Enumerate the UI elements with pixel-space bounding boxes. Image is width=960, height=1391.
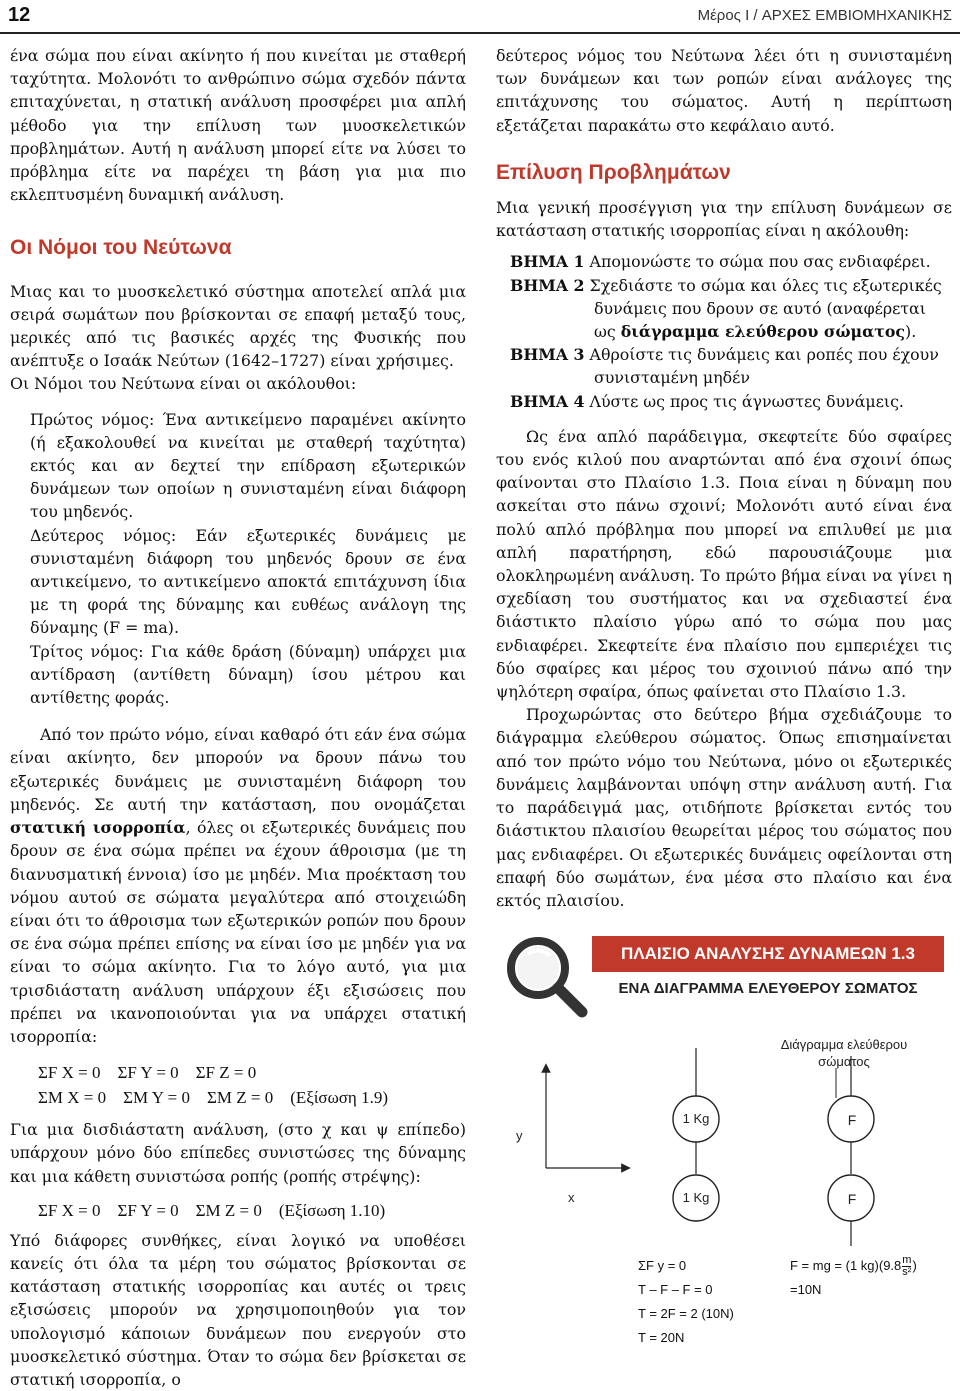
header-rule bbox=[0, 32, 960, 34]
step-4-text: Λύστε ως προς τις άγνωστες δυνάμεις. bbox=[589, 391, 904, 411]
step-1-text: Απομονώστε το σώμα που σας ενδιαφέρει. bbox=[589, 252, 931, 272]
eq-line-4: T = 20N bbox=[638, 1330, 685, 1345]
equation-1-9-forces: ΣF X = 0 ΣF Y = 0 ΣF Z = 0 bbox=[38, 1063, 257, 1083]
step-2-text: Σχεδιάστε το σώμα και όλες τις εξωτερικές δυνάμεις που δρουν σε αυτό (αναφέρεται ως bbox=[589, 275, 942, 342]
step-2 bbox=[496, 274, 952, 344]
unit-denominator: s² bbox=[902, 1266, 912, 1279]
equation-1-9-moments: ΣM X = 0 ΣM Y = 0 ΣM Z = 0 (Εξίσωση 1.9) bbox=[38, 1088, 388, 1108]
weight-eq-line-1 bbox=[790, 1254, 917, 1278]
equilibrium-equations bbox=[638, 1254, 734, 1350]
axis-x-label: x bbox=[568, 1190, 575, 1205]
problem-solving-lead: Μια γενική προσέγγιση για την επίλυση δυνάμεων σε κατάσταση στατικής ισορροπίας είναι η ακόλουθη: bbox=[496, 198, 952, 241]
mass-top-label: 1 Kg bbox=[682, 1111, 710, 1126]
step-3 bbox=[496, 343, 952, 389]
static-eq-text-a: Από τον πρώτο νόμο, είναι καθαρό ότι εάν ένα σώμα είναι ακίνητο, δεν μπορούν να δρουν πάνω του εξωτερικές δυνάμεις με συνισταμένη διάφορη του μηδενός. Σε αυτή την κατάσταση, που ονομάζεται bbox=[10, 725, 466, 814]
weight-eq-text: F = mg = (1 kg)(9.8 bbox=[790, 1258, 902, 1273]
step-2-term: διάγραμμα ελεύθερου σώματος bbox=[620, 322, 906, 342]
step-2-label: ΒΗΜΑ 2 bbox=[510, 275, 585, 295]
example-paragraph: Ως ένα απλό παράδειγμα, σκεφτείτε δύο σφαίρες του ενός κιλού που αναρτώνται από ένα σχοινί όπως φαίνονται στο Πλαίσιο 1.3. Ποια είναι η δύναμη που ασκείται στο πάνω σχοινί; Μολονότι αυτό είναι ένα πολύ απλό πρόβλημα που μπορεί να επιλυθεί με μια απλή παρατήρηση, εδώ παρουσιάζουμε μια ολοκληρωμένη ανάλυση. Το πρώτο βήμα είναι να γίνει η σχεδίαση του συστήματος και να σχεδιαστεί ένα διάστικτο πλαίσιο γύρω από το σώμα που μας ενδιαφέρει. Σκεφτείτε ένα πλαίσιο που εμπεριέχει τις δύο σφαίρες και μέρος του σχοινιού πάνω από την ψηλότερη σφαίρα, όπως φαίνεται στο Πλαίσιο 1.3. bbox=[496, 426, 952, 702]
left-intro-paragraph: ένα σώμα που είναι ακίνητο ή που κινείται με σταθερή ταχύτητα. Μολονότι το ανθρώπινο σώμα σχεδόν πάντα επιταχύνεται, η στατική ανάλυση προσφέρει μια απλή μέθοδο για την επίλυση των μυοσκελετικών προβλημάτων. Αυτή η ανάλυση μπορεί είτε να λύσει το πρόβλημα είτε να παρέχει τη βάση για μια πιο εκλεπτυσμένη δυναμική ανάλυση. bbox=[10, 46, 466, 205]
step-1-label: ΒΗΜΑ 1 bbox=[510, 252, 585, 272]
step-4-label: ΒΗΜΑ 4 bbox=[510, 391, 585, 411]
axis-y-label: y bbox=[516, 1128, 523, 1143]
third-law: Τρίτος νόμος: Για κάθε δράση (δύναμη) υπάρχει μια αντίδραση (αντίθετη δύναμη) ίσου μέτρου και αντίθετης φοράς. bbox=[30, 641, 466, 708]
equation-1-10: ΣF X = 0 ΣF Y = 0 ΣM Z = 0 (Εξίσωση 1.10) bbox=[38, 1200, 386, 1220]
eq-line-1: ΣF y = 0 bbox=[638, 1258, 687, 1273]
mass-bottom-label: 1 Kg bbox=[682, 1190, 710, 1205]
closing-paragraph: Υπό διάφορες συνθήκες, είναι λογικό να υποθέσει κανείς ότι όλα τα μέρη του σώματος βρίσκονται σε κατάσταση στατικής ισορροπίας και αυτές οι τρεις εξισώσεις μπορούν να χρησιμοποιηθούν για τον υπολογισμό κάποιων δυνάμεων που ενεργούν στο μυοσκελετικό σύστημα. Όταν το σώμα δεν βρίσκεται σε στατική ισορροπία, ο bbox=[10, 1230, 466, 1389]
fbd-paragraph: Προχωρώντας στο δεύτερο βήμα σχεδιάζουμε το διάγραμμα ελεύθερου σώματος. Όπως επισημαίνεται από τον πρώτο νόμο του Νεύτωνα, μόνο οι εξωτερικές δυνάμεις λαμβάνονται υπόψη στην ανάλυση αυτή. Για το παράδειγμά μας, οτιδήποτε βρίσκεται εντός του διάστικτου πλαισίου θεωρείται μέρος του σώματος που μας ενδιαφέρει. Οι εξωτερικές δυνάμεις οφείλονται στη επαφή δύο σωμάτων, ένα μέσα στο πλαίσιο και ένα εκτός πλαισίου. bbox=[496, 705, 952, 910]
unit-fraction bbox=[902, 1255, 911, 1278]
unit-numerator: m bbox=[902, 1254, 912, 1267]
static-equilibrium-paragraph bbox=[10, 723, 466, 1048]
box-subtitle: ΕΝΑ ΔΙΑΓΡΑΜΜΑ ΕΛΕΥΘΕΡΟΥ ΣΩΜΑΤΟΣ bbox=[618, 980, 918, 997]
fbd-title: Διάγραμμα ελεύθερου σώματος bbox=[780, 1037, 908, 1069]
page-number: 12 bbox=[8, 4, 31, 26]
page-header bbox=[0, 0, 960, 34]
step-3-text: Αθροίστε τις δυνάμεις και ροπές που έχουν συνισταμένη μηδέν bbox=[589, 345, 939, 388]
section-heading-problem-solving: Επίλυση Προβλημάτων bbox=[496, 160, 731, 184]
second-law: Δεύτερος νόμος: Εάν εξωτερικές δυνάμεις με συνισταμένη διάφορη του μηδενός δρουν σε ένα αντικείμενο, το αντικείμενο αποκτά επιτάχυνση ίδια με τη φορά της δύναμης και ευθέως ανάλογη της δύναμης (F = ma). bbox=[30, 525, 466, 638]
step-3-label: ΒΗΜΑ 3 bbox=[510, 345, 585, 365]
weight-eq-line-2: =10N bbox=[790, 1282, 822, 1298]
steps-list bbox=[496, 250, 952, 412]
force-top-label: F bbox=[847, 1112, 857, 1128]
step-4 bbox=[496, 390, 952, 413]
force-bottom-label: F bbox=[847, 1191, 857, 1207]
first-law: Πρώτος νόμος: Ένα αντικείμενο παραμένει ακίνητο (ή εξακολουθεί να κινείται με σταθερή ταχύτητα) εκτός και αν δεχτεί την επίδραση εξωτερικών δυνάμεων των οποίων η συνισταμένη είναι διάφορη του μηδενός. bbox=[30, 409, 466, 522]
running-title: Μέρος I / ΑΡΧΕΣ ΕΜΒΙΟΜΗΧΑΝΙΚΗΣ bbox=[697, 7, 952, 24]
right-intro-paragraph: δεύτερος νόμος του Νεύτωνα λέει ότι η συνισταμένη των δυνάμεων και των ροπών είναι ανάλογες της επιτάχυνσης του σώματος. Αυτή η περίπτωση εξετάζεται παρακάτω στο κεφάλαιο αυτό. bbox=[496, 46, 952, 135]
static-eq-text-c: , όλες οι εξωτερικές δυνάμεις που δρουν σε ένα σώμα πρέπει να έχουν άθροισμα (με τη διανυσματική έννοια) ίσο με μηδέν. Μια προέκταση του νόμου αυτού σε σώματα μεγαλύτερα από στοιχειώδη είναι ότι το άθροισμα των εξωτερικών ροπών που δρουν σε ένα σώμα πρέπει επίσης να είναι ίσο με μηδέν για να είναι το σώμα ακίνητο. Για το λόγο αυτό, για μια τρισδιάστατη ανάλυση υπάρχουν έξι εξισώσεις που πρέπει να ικανοποιούνται για να υπάρχει στατική ισορροπία: bbox=[10, 818, 466, 1046]
newton-laws-lead: Οι Νόμοι του Νεύτωνα είναι οι ακόλουθοι: bbox=[10, 374, 357, 394]
eq-line-2: T – F – F = 0 bbox=[638, 1282, 713, 1297]
static-eq-term: στατική ισορροπία bbox=[10, 818, 186, 838]
eq-line-3: T = 2F = 2 (10N) bbox=[638, 1306, 734, 1321]
step-1 bbox=[496, 250, 952, 273]
section-heading-newton: Οι Νόμοι του Νεύτωνα bbox=[10, 236, 232, 260]
box-title: ΠΛΑΙΣΙΟ ΑΝΑΛΥΣΗΣ ΔΥΝΑΜΕΩΝ 1.3 bbox=[592, 936, 944, 972]
weight-eq-close: ) bbox=[912, 1258, 917, 1273]
two-d-paragraph: Για μια δισδιάστατη ανάλυση, (στο χ και ψ επίπεδο) υπάρχουν μόνο δύο επίπεδες συνιστώσες της δύναμης και μια κάθετη συνιστώσα ροπής (ροπής στρέψης): bbox=[10, 1120, 466, 1186]
weight-equation bbox=[790, 1254, 917, 1302]
step-2-tail: ). bbox=[905, 322, 917, 342]
right-column bbox=[496, 44, 952, 912]
newton-intro-paragraph: Μιας και το μυοσκελετικό σύστημα αποτελεί απλά μια σειρά σωμάτων που βρίσκονται σε επαφή μεταξύ τους, μερικές από τις βασικές αρχές της Φυσικής που ανέπτυξε ο Ισαάκ Νεύτων (1642–1727) είναι χρήσιμες. bbox=[10, 281, 466, 371]
force-analysis-box bbox=[496, 928, 952, 1360]
left-column bbox=[10, 44, 466, 1391]
